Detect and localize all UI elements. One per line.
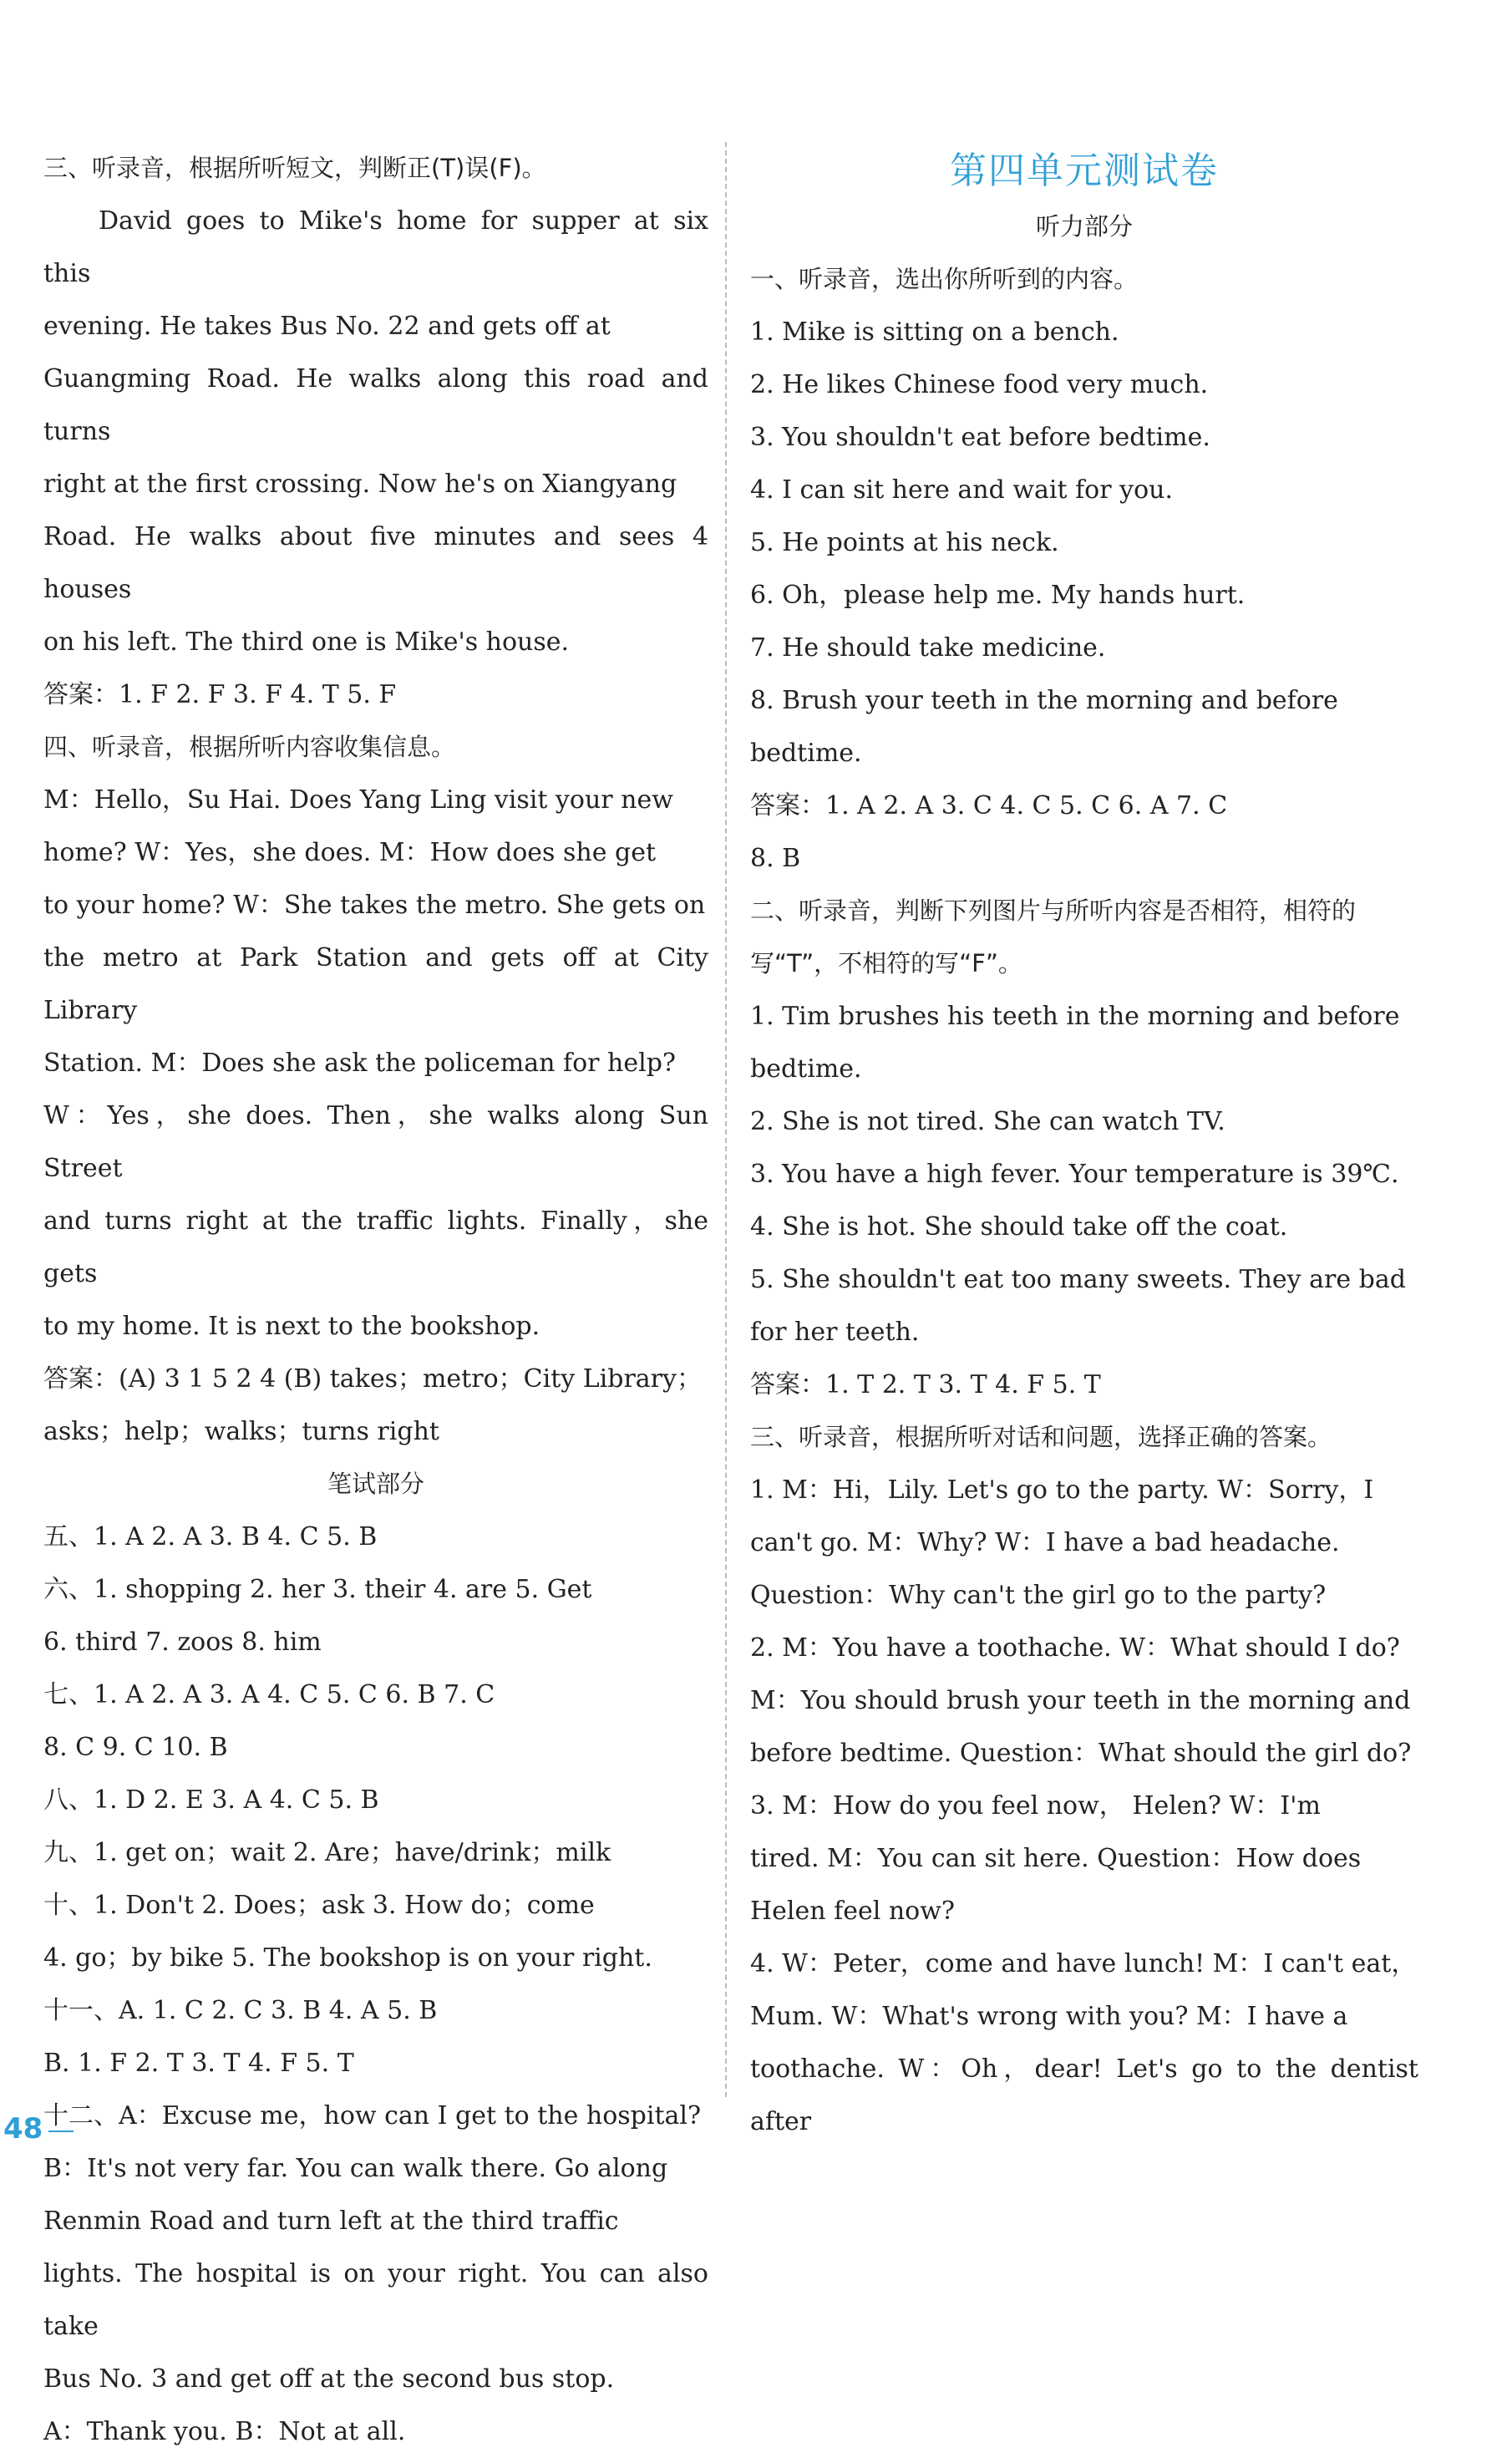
text-line: B：It's not very far. You can walk there. Go along — [43, 2154, 668, 2183]
text-line: tired. M：You can sit here. Question：How does — [750, 1844, 1362, 1873]
text-line: bedtime. — [750, 739, 862, 768]
text-line: 五、1. A 2. A 3. B 4. C 5. B — [43, 1522, 378, 1551]
text-line: on his left. The third one is Mike's house. — [43, 627, 570, 657]
text-line: Station. M：Does she ask the policeman for help? — [43, 1049, 676, 1078]
text-line: 4. go；by bike 5. The bookshop is on your right. — [43, 1943, 652, 1973]
part-heading: 笔试部分 — [327, 1470, 424, 1498]
text-line: 十、1. Don't 2. Does；ask 3. How do；come — [43, 1891, 595, 1920]
text-line: 4. W：Peter，come and have lunch! M：I can't eat， — [750, 1949, 1417, 1978]
text-line: 5. He points at his neck. — [750, 528, 1059, 557]
text-line: M：Hello，Su Hai. Does Yang Ling visit your new — [43, 785, 673, 815]
text-line: 答案：(A) 3 1 5 2 4 (B) takes；metro；City Library； — [43, 1364, 702, 1394]
text-line: 七、1. A 2. A 3. A 4. C 5. C 6. B 7. C — [43, 1680, 495, 1709]
right-column — [750, 142, 1418, 2148]
text-line: 1. Mike is sitting on a bench. — [750, 317, 1119, 347]
text-line: the metro at Park Station and gets off at City Library — [43, 943, 708, 1025]
text-line: M：You should brush your teeth in the morning and — [750, 1686, 1411, 1715]
text-line: Question：Why can't the girl go to the party? — [750, 1581, 1327, 1610]
section-heading: 一、听录音，选出你所听到的内容。 — [750, 265, 1139, 293]
text-line: bedtime. — [750, 1054, 862, 1084]
text-line: 8. C 9. C 10. B — [43, 1733, 228, 1762]
text-line: home? W：Yes，she does. M：How does she get — [43, 838, 657, 867]
text-line: 十一、A. 1. C 2. C 3. B 4. A 5. B — [43, 1996, 438, 2025]
part-heading: 听力部分 — [1035, 212, 1133, 241]
text-line: 2. M：You have a toothache. W：What should I do? — [750, 1633, 1400, 1663]
text-line: and turns right at the traffic lights. Finally，she gets — [43, 1206, 708, 1288]
text-line: to your home? W：She takes the metro. She gets on — [43, 891, 706, 920]
text-line: to my home. It is next to the bookshop. — [43, 1312, 540, 1341]
text-line: 8. Brush your teeth in the morning and before — [750, 686, 1338, 715]
text-line: 3. You have a high fever. Your temperature is 39℃. — [750, 1160, 1399, 1189]
section-heading: 三、听录音，根据所听对话和问题，选择正确的答案。 — [750, 1423, 1332, 1451]
text-line: 7. He should take medicine. — [750, 633, 1106, 663]
text-line: 答案：1. T 2. T 3. T 4. F 5. T — [750, 1370, 1101, 1399]
text-line: 八、1. D 2. E 3. A 4. C 5. B — [43, 1785, 379, 1815]
text-line: 九、1. get on；wait 2. Are；have/drink；milk — [43, 1838, 611, 1867]
unit-title: 第四单元测试卷 — [950, 150, 1219, 192]
page-number: 48 — [3, 2112, 43, 2146]
text-line: Bus No. 3 and get off at the second bus stop. — [43, 2364, 615, 2394]
text-line: 4. She is hot. She should take off the coat. — [750, 1212, 1288, 1242]
section-heading: 写“T”，不相符的写“F”。 — [750, 949, 1022, 978]
text-line: 六、1. shopping 2. her 3. their 4. are 5. Get — [43, 1575, 592, 1604]
text-line: 5. She shouldn't eat too many sweets. They are bad — [750, 1265, 1406, 1294]
text-line: Renmin Road and turn left at the third traffic — [43, 2207, 619, 2236]
text-line: right at the first crossing. Now he's on Xiangyang — [43, 470, 677, 499]
page-number-dash — [48, 2130, 74, 2132]
left-column — [43, 142, 708, 2458]
section-heading: 三、听录音，根据所听短文，判断正(T)误(F)。 — [43, 154, 546, 182]
text-line: can't go. M：Why? W：I have a bad headache. — [750, 1528, 1340, 1557]
section-heading: 二、听录音，判断下列图片与所听内容是否相符，相符的 — [750, 896, 1357, 925]
text-line: Road. He walks about five minutes and sees 4 houses — [43, 522, 708, 604]
column-divider — [725, 142, 727, 2097]
section-heading: 四、听录音，根据所听内容收集信息。 — [43, 733, 456, 761]
text-line: 答案：1. A 2. A 3. C 4. C 5. C 6. A 7. C — [750, 791, 1228, 820]
text-line: 答案：1. F 2. F 3. F 4. T 5. F — [43, 680, 397, 709]
text-line: David goes to Mike's home for supper at six this — [43, 206, 708, 288]
text-line: 十二、A：Excuse me，how can I get to the hospital? — [43, 2101, 702, 2130]
text-line: evening. He takes Bus No. 22 and gets off at — [43, 312, 611, 341]
text-line: 6. Oh，please help me. My hands hurt. — [750, 581, 1246, 610]
text-line: asks；help；walks；turns right — [43, 1417, 439, 1446]
text-line: toothache. W：Oh，dear! Let's go to the dentist after — [750, 2054, 1418, 2136]
text-line: B. 1. F 2. T 3. T 4. F 5. T — [43, 2049, 354, 2078]
text-line: 2. She is not tired. She can watch TV. — [750, 1107, 1225, 1136]
text-line: 3. You shouldn't eat before bedtime. — [750, 423, 1210, 452]
text-line: lights. The hospital is on your right. You can also take — [43, 2259, 708, 2341]
text-line: 1. Tim brushes his teeth in the morning and before — [750, 1002, 1400, 1031]
text-line: A：Thank you. B：Not at all. — [43, 2417, 406, 2446]
text-line: Guangming Road. He walks along this road and turns — [43, 364, 708, 446]
text-line: Mum. W：What's wrong with you? M：I have a — [750, 2002, 1348, 2031]
text-line: W：Yes，she does. Then，she walks along Sun Street — [43, 1101, 708, 1183]
text-line: for her teeth. — [750, 1318, 920, 1347]
text-line: Helen feel now? — [750, 1897, 956, 1926]
text-line: 2. He likes Chinese food very much. — [750, 370, 1209, 399]
text-line: 3. M：How do you feel now， Helen? W：I'm — [750, 1791, 1321, 1821]
text-line: 1. M：Hi，Lily. Let's go to the party. W：Sorry，I — [750, 1475, 1374, 1505]
text-line: 4. I can sit here and wait for you. — [750, 475, 1173, 505]
text-line: 6. third 7. zoos 8. him — [43, 1628, 322, 1657]
text-line: 8. B — [750, 844, 801, 873]
text-line: before bedtime. Question：What should the girl do? — [750, 1739, 1412, 1768]
